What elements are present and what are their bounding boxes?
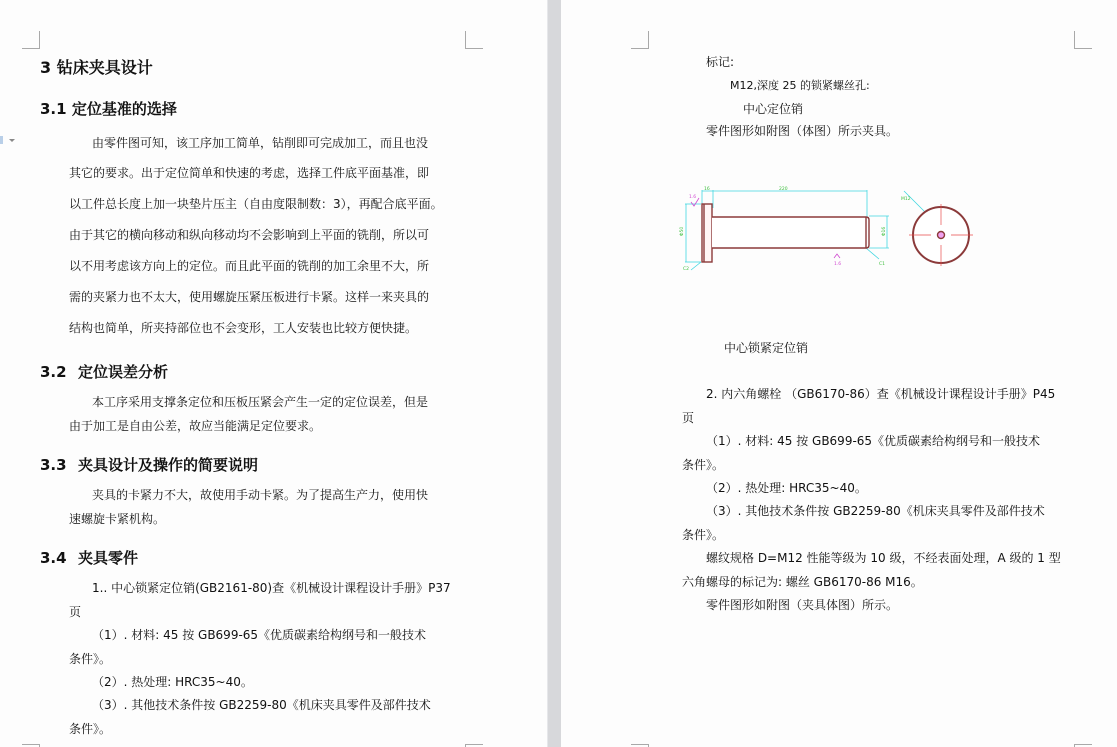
list-item: （1）. 材料: 45 按 GB699-65《优质碳素给构纲号和一般技术 <box>92 628 427 642</box>
paragraph-line: 六角螺母的标记为: 螺丝 GB6170-86 M16。 <box>682 575 923 589</box>
svg-text:M12: M12 <box>901 197 911 202</box>
document-page-right <box>561 0 1117 747</box>
section-heading-3-2 <box>40 361 168 382</box>
locating-pin-drawing <box>679 186 989 272</box>
page-gutter <box>547 0 562 747</box>
paragraph-line: 以不用考虑该方向上的定位。而且此平面的铣削的加工余里不大，所 <box>69 259 430 273</box>
paragraph-line: 由于其它的横向移动和纵向移动均不会影响到上平面的铣削，所以可 <box>69 228 430 242</box>
section-heading-3-4 <box>40 547 138 568</box>
document-page-left <box>0 0 547 747</box>
list-item: （3）. 其他技术条件按 GB2259-80《机床夹具零件及部件技术 <box>92 698 431 712</box>
paragraph-line: 螺纹规格 D=M12 性能等级为 10 级，不经表面处理，A 级的 1 型 <box>706 551 1061 565</box>
label-line: 零件图形如附图（体图）所示夹具。 <box>706 124 899 138</box>
paragraph-line: 由于加工是自由公差，故应当能满足定位要求。 <box>69 419 322 433</box>
svg-text:220: 220 <box>779 187 788 192</box>
section-heading-3-1 <box>40 98 177 119</box>
dropdown-arrow-icon[interactable] <box>9 139 15 142</box>
list-item: （1）. 材料: 45 按 GB699-65《优质碳素给构纲号和一般技术 <box>706 434 1041 448</box>
section-title: 夹具零件 <box>78 549 139 567</box>
chapter-title: 3 钻床夹具设计 <box>40 58 153 77</box>
section-number: 3.3 <box>40 456 67 474</box>
list-item-continuation: 条件》。 <box>69 722 112 736</box>
section-title: 夹具设计及操作的简要说明 <box>78 456 259 474</box>
label-line: 中心定位销 <box>743 102 804 116</box>
list-item: 2. 内六角螺栓 （GB6170-86）查《机械设计课程设计手册》P45 <box>706 387 1056 401</box>
list-item: （3）. 其他技术条件按 GB2259-80《机床夹具零件及部件技术 <box>706 504 1045 518</box>
svg-text:Φ50: Φ50 <box>680 226 685 236</box>
margin-corner-top-left <box>631 31 649 49</box>
list-item: （2）. 热处理: HRC35~40。 <box>92 675 253 689</box>
section-heading-3-3 <box>40 454 258 475</box>
paragraph-line: 本工序采用支撑条定位和压板压紧会产生一定的定位误差，但是 <box>92 395 429 409</box>
figure-caption: 中心锁紧定位销 <box>724 341 809 355</box>
list-item: （2）. 热处理: HRC35~40。 <box>706 481 867 495</box>
paragraph-marker[interactable] <box>0 136 3 144</box>
list-item-continuation: 条件》。 <box>682 528 725 542</box>
svg-text:C1: C1 <box>879 262 886 267</box>
paragraph-line: 需的夹紧力也不太大，使用螺旋压紧压板进行卡紧。这样一来夹具的 <box>69 290 430 304</box>
svg-text:Φ16: Φ16 <box>882 226 887 236</box>
section-title: 定位误差分析 <box>78 363 169 381</box>
margin-corner-top-left <box>22 31 40 49</box>
list-item: 1.. 中心锁紧定位销(GB2161-80)查《机械设计课程设计手册》P37 <box>92 581 451 595</box>
svg-text:1.6: 1.6 <box>689 195 697 200</box>
svg-text:1.6: 1.6 <box>834 262 842 267</box>
paragraph-line: 零件图形如附图（夹具体图）所示。 <box>706 598 899 612</box>
section-number: 3.4 <box>40 549 67 567</box>
svg-text:C2: C2 <box>683 267 690 272</box>
margin-corner-top-right <box>465 31 483 49</box>
section-number: 3.1 <box>40 100 67 118</box>
svg-text:16: 16 <box>704 187 710 192</box>
section-title: 定位基准的选择 <box>71 100 177 118</box>
list-item-continuation: 页 <box>69 605 82 619</box>
section-number: 3.2 <box>40 363 67 381</box>
list-item-continuation: 条件》。 <box>682 458 725 472</box>
paragraph-line: 以工件总长度上加一块垫片压主（自由度限制数：3），再配合底平面。 <box>69 197 443 211</box>
margin-corner-top-right <box>1074 31 1092 49</box>
label-line: 标记: <box>706 55 735 69</box>
paragraph-line: 其它的要求。出于定位简单和快速的考虑，选择工件底平面基准，即 <box>69 166 430 180</box>
paragraph-line: 夹具的卡紧力不大，故使用手动卡紧。为了提高生产力，使用快 <box>92 488 429 502</box>
part-outline <box>702 204 969 263</box>
paragraph-line: 结构也简单，所夹持部位也不会变形，工人安装也比较方便快捷。 <box>69 321 418 335</box>
paragraph-line: 速螺旋卡紧机构。 <box>69 512 166 526</box>
list-item-continuation: 条件》。 <box>69 652 112 666</box>
paragraph-line: 由零件图可知，该工序加工简单，钻削即可完成加工，而且也没 <box>92 136 429 150</box>
list-item-continuation: 页 <box>682 411 695 425</box>
label-line: M12,深度 25 的锁紧螺丝孔: <box>730 79 870 92</box>
